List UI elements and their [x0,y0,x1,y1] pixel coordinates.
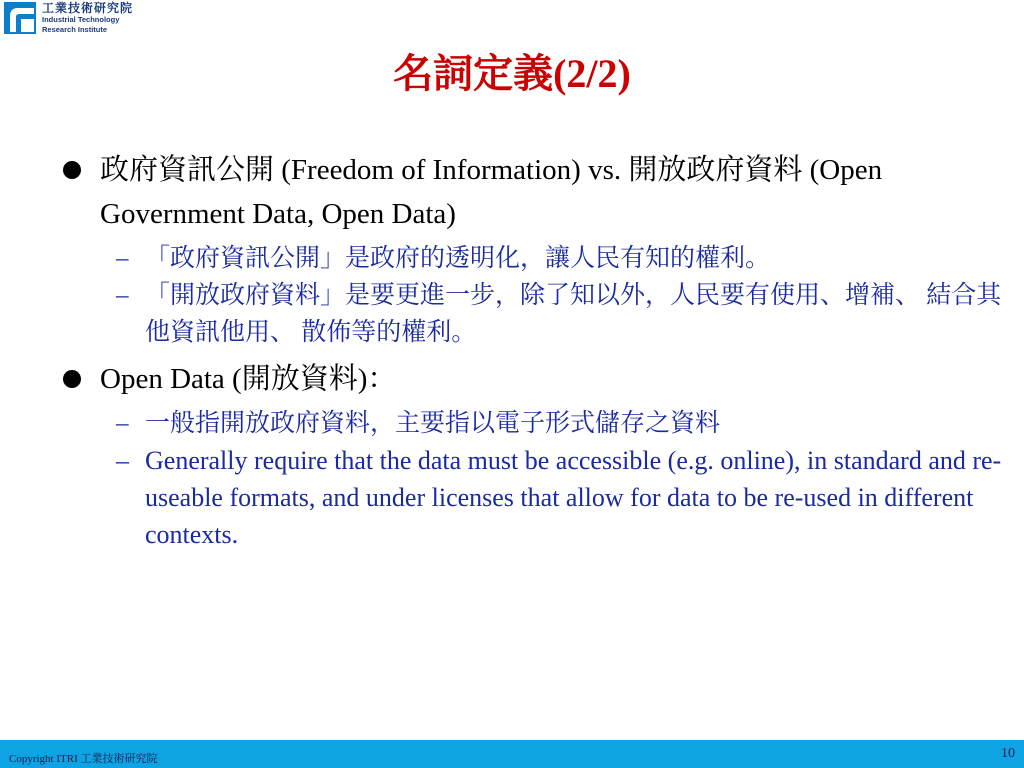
itri-logo [4,2,133,34]
dash-icon: – [116,282,129,309]
slide-content [60,148,1010,553]
bullet-item-open-data [60,357,1010,401]
itri-logo-icon [4,2,36,34]
bullet-text: Open Data (開放資料)： [100,363,397,395]
sub-item-text: 「政府資訊公開」是政府的透明化，讓人民有知的權利。 [145,245,771,272]
dash-icon: – [116,245,129,272]
sub-item [60,405,1010,442]
bullet-dot-icon [63,161,81,179]
logo-name-cn: 工業技術研究院 [42,1,134,15]
dash-icon: – [116,410,129,437]
page-number: 10 [1001,746,1015,761]
sub-item-text: 「開放政府資料」是要更進一步，除了知以外，人民要有使用、增補、 結合其他資訊他用、 散佈等的權利。 [145,282,1002,346]
bullet-text: 政府資訊公開 (Freedom of Information) vs. 開放政府資料 (Open Government Data, Open Data) [100,154,883,230]
footer-copyright: Copyright ITRI 工業技術研究院 [9,753,158,765]
bullet-item-foi [60,148,1010,236]
dash-icon: – [116,446,129,475]
sub-item-text: 一般指開放政府資料，主要指以電子形式儲存之資料 [145,410,721,437]
slide-title: 名詞定義(2/2) [393,51,631,96]
footer-bar [0,740,1024,768]
sub-item [60,442,1010,553]
bullet-dot-icon [63,370,81,388]
sub-item [60,240,1010,277]
sub-item [60,277,1010,351]
logo-name-en-line1: Industrial Technology [42,15,120,24]
logo-name-en-line2: Research Institute [42,25,108,34]
sub-item-text: Generally require that the data must be accessible (e.g. online), in standard and re-useable formats, and under licenses that allow for data to be re-used in different contexts. [145,446,1002,549]
